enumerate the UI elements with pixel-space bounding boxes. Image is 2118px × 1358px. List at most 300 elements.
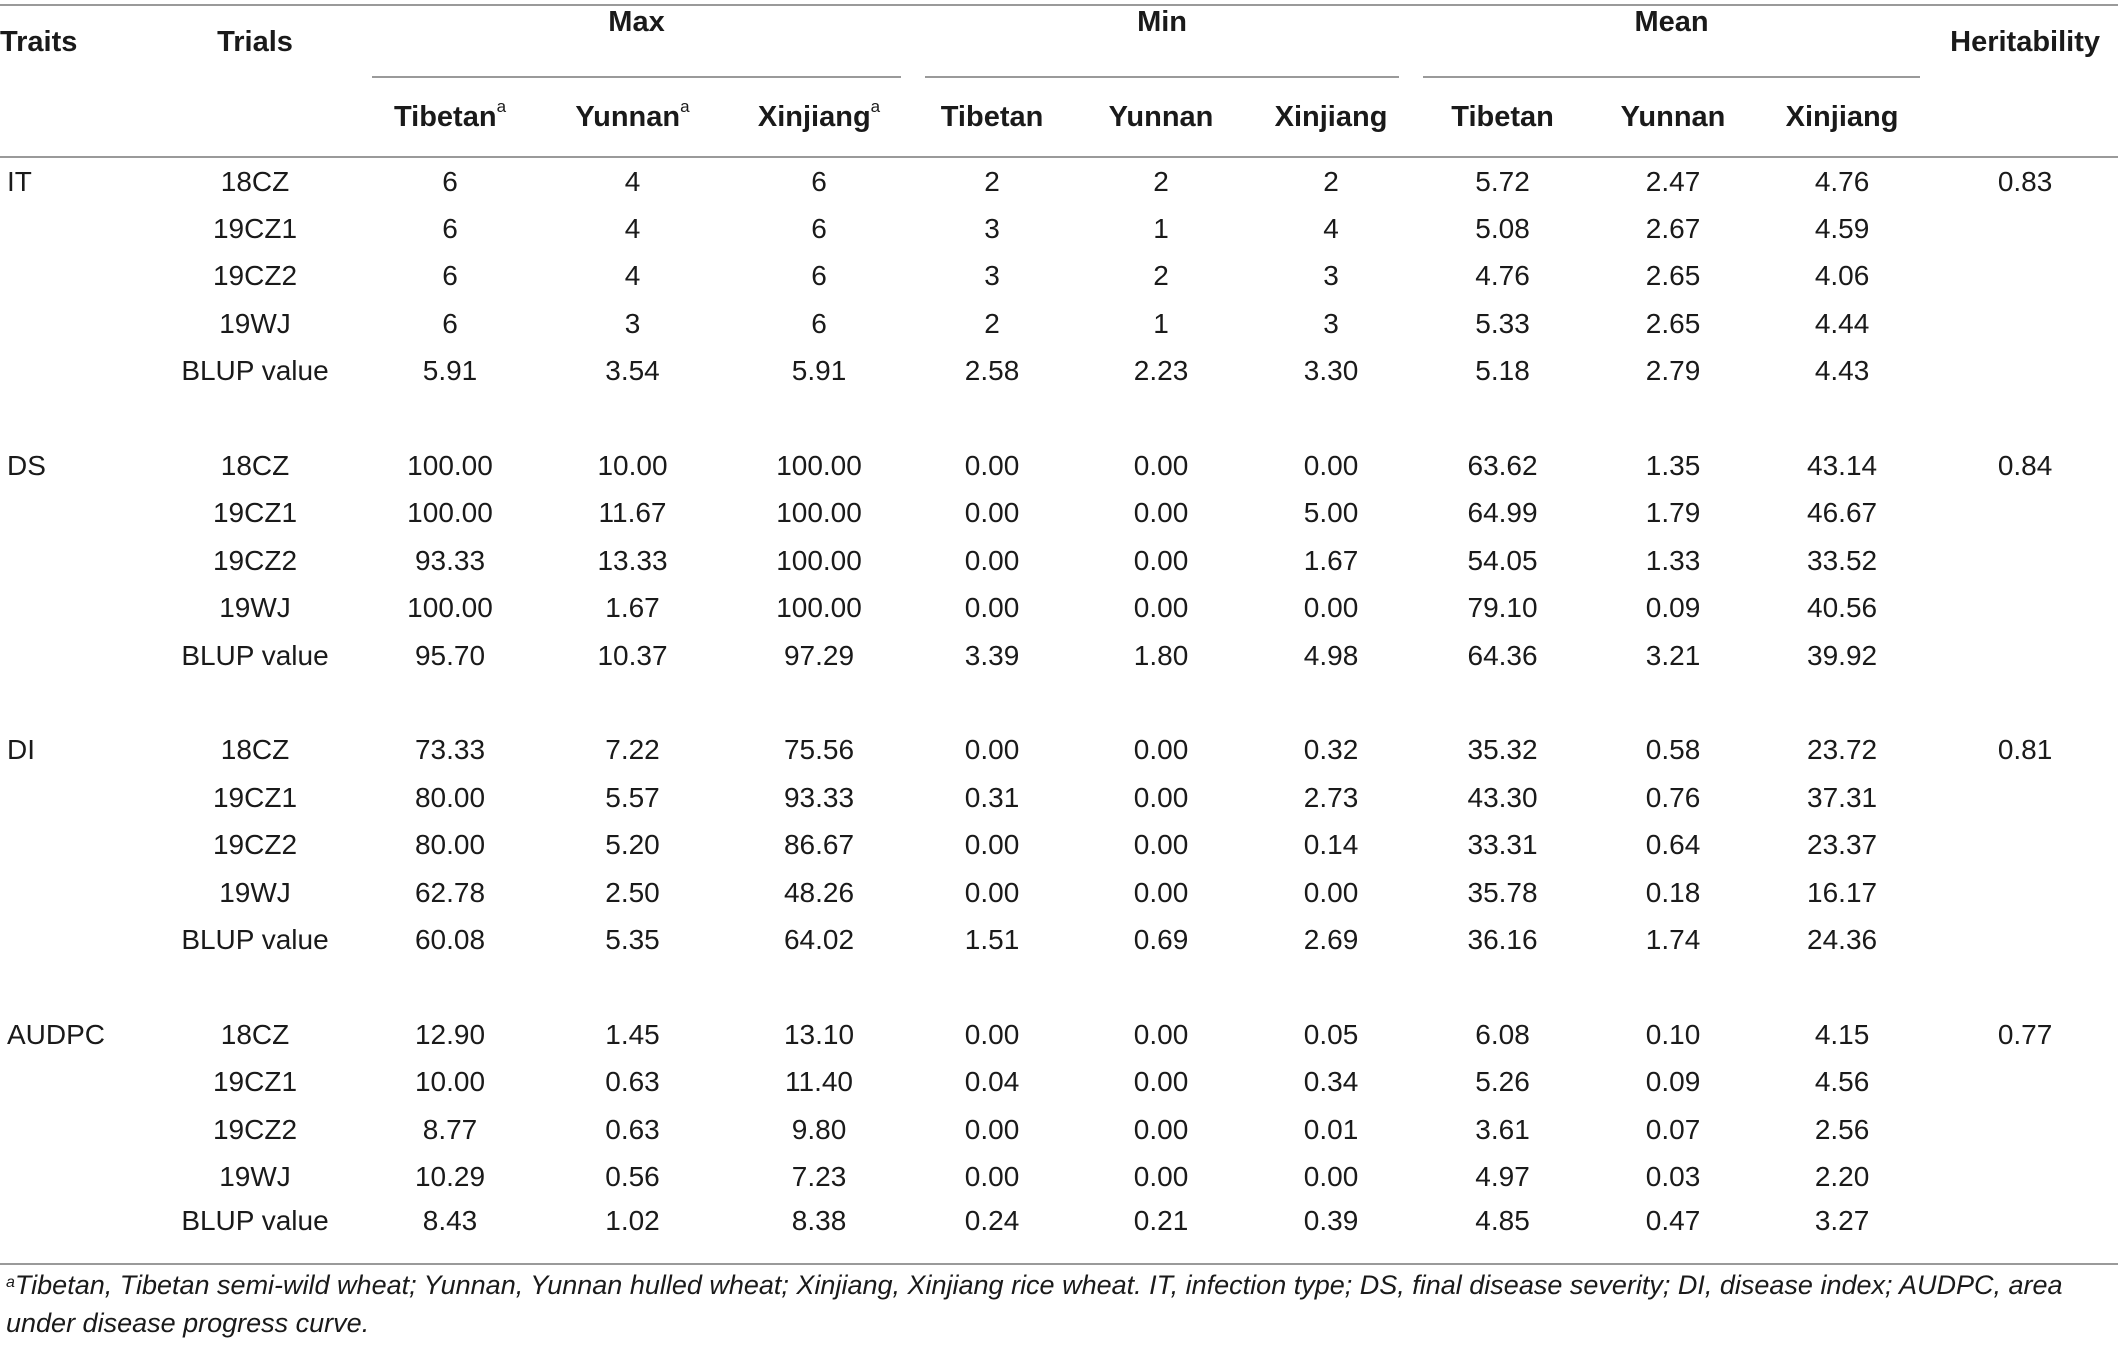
value-cell: 0.01 — [1303, 1113, 1359, 1145]
value-cell: 0.69 — [1133, 923, 1189, 955]
trait-cell — [0, 821, 150, 868]
value-cell: 3 — [984, 260, 1000, 292]
spacer-cell — [150, 964, 360, 1011]
value-cell: 0.00 — [1133, 592, 1189, 624]
value-cell: 4 — [1323, 213, 1339, 245]
value-cell: 0.00 — [964, 592, 1020, 624]
value-cell: 2.56 — [1814, 1113, 1870, 1145]
value-cell: 0.24 — [913, 1201, 1071, 1264]
table-row — [0, 157, 2118, 205]
trait-cell — [0, 1106, 150, 1153]
spacer-cell — [150, 395, 360, 442]
trial-cell: 19CZ2 — [212, 1113, 298, 1145]
value-cell: 64.99 — [1467, 497, 1538, 529]
value-cell: 0.00 — [964, 1113, 1020, 1145]
value-cell: 4.98 — [1303, 639, 1359, 671]
spacer-cell — [360, 964, 540, 1011]
value-cell: 4.56 — [1814, 1066, 1870, 1098]
value-cell: 100.00 — [776, 497, 862, 529]
subheader-label: Tibetan — [393, 100, 497, 133]
trial-cell: 19WJ — [219, 592, 291, 624]
trial-cell: 19CZ1 — [212, 1066, 298, 1098]
value-cell: 0.00 — [964, 876, 1020, 908]
value-cell: 5.72 — [1475, 165, 1530, 197]
value-cell: 3 — [984, 213, 1000, 245]
subheader-footnote-marker: a — [870, 96, 881, 116]
trial-cell: 19CZ1 — [212, 781, 298, 813]
table-row — [0, 1153, 2118, 1200]
value-cell: 1.51 — [964, 923, 1020, 955]
trait-cell — [0, 1201, 150, 1264]
spacer-cell — [913, 679, 1071, 726]
value-cell: 8.43 — [360, 1201, 540, 1264]
value-cell: 10.37 — [597, 639, 668, 671]
trial-cell: 19WJ — [219, 876, 291, 908]
value-cell: 6 — [811, 307, 827, 339]
table-row — [0, 1058, 2118, 1105]
footnote-text: Tibetan, Tibetan semi-wild wheat; Yunnan, Yunnan hulled wheat; Xinjiang, Xinjiang rice wheat. IT, infection type; DS, final disease severity; DI, disease index; AUDPC, area under disease progress curve. — [6, 1270, 2063, 1338]
value-cell: 0.39 — [1251, 1201, 1411, 1264]
value-cell: 1 — [1153, 213, 1169, 245]
value-cell: 93.33 — [414, 544, 486, 576]
section-spacer — [0, 964, 2118, 1011]
trait-cell — [0, 348, 150, 395]
value-cell: 2 — [1153, 165, 1169, 197]
heritability-cell — [1932, 348, 2118, 395]
value-cell: 1.80 — [1133, 639, 1189, 671]
value-cell: 3 — [1323, 260, 1339, 292]
value-cell: 4.15 — [1814, 1018, 1870, 1050]
heritability-cell — [1932, 869, 2118, 916]
value-cell: 9.80 — [791, 1113, 847, 1145]
header-group-min: Min — [913, 5, 1411, 78]
value-cell: 0.00 — [1133, 497, 1189, 529]
value-cell: 0.00 — [1303, 450, 1359, 482]
spacer-cell — [0, 679, 150, 726]
value-cell: 0.64 — [1645, 829, 1701, 861]
heritability-cell: 0.84 — [1997, 450, 2053, 482]
value-cell: 0.47 — [1594, 1201, 1752, 1264]
spacer-cell — [1251, 395, 1411, 442]
value-cell: 4.06 — [1814, 260, 1870, 292]
spacer-cell — [360, 395, 540, 442]
value-cell: 10.00 — [414, 1066, 486, 1098]
value-cell: 13.10 — [783, 1018, 855, 1050]
value-cell: 79.10 — [1467, 592, 1538, 624]
value-cell: 6 — [811, 165, 827, 197]
value-cell: 4.44 — [1814, 307, 1870, 339]
value-cell: 35.78 — [1467, 876, 1538, 908]
spacer-cell — [725, 395, 913, 442]
table-row — [0, 442, 2118, 489]
value-cell: 39.92 — [1807, 639, 1878, 671]
value-cell: 6 — [442, 307, 458, 339]
value-cell: 0.00 — [1133, 1018, 1189, 1050]
value-cell: 37.31 — [1807, 781, 1878, 813]
value-cell: 46.67 — [1807, 497, 1878, 529]
value-cell: 0.00 — [1133, 1066, 1189, 1098]
value-cell: 5.35 — [605, 923, 660, 955]
spacer-cell — [540, 395, 725, 442]
value-cell: 5.91 — [422, 355, 478, 387]
heritability-cell: 0.77 — [1997, 1018, 2053, 1050]
trial-cell: 18CZ — [220, 165, 290, 197]
trait-cell — [0, 300, 150, 347]
value-cell: 1 — [1153, 307, 1169, 339]
value-cell: 0.00 — [1133, 450, 1189, 482]
value-cell: 100.00 — [776, 544, 862, 576]
heritability-cell — [1932, 774, 2118, 821]
value-cell: 0.14 — [1303, 829, 1359, 861]
value-cell: 4.85 — [1411, 1201, 1594, 1264]
subheader-footnote-marker: a — [496, 96, 507, 116]
value-cell: 54.05 — [1467, 544, 1538, 576]
value-cell: 64.36 — [1467, 639, 1538, 671]
value-cell: 3 — [1323, 307, 1339, 339]
table-row — [0, 632, 2118, 679]
value-cell: 0.58 — [1645, 734, 1701, 766]
value-cell: 4.76 — [1814, 165, 1870, 197]
value-cell: 5.26 — [1475, 1066, 1530, 1098]
value-cell: 11.67 — [598, 497, 667, 529]
value-cell: 63.62 — [1467, 450, 1538, 482]
spacer-cell — [540, 964, 725, 1011]
value-cell: 2.73 — [1303, 781, 1359, 813]
heritability-cell — [1932, 821, 2118, 868]
table-row — [0, 821, 2118, 868]
trait-cell — [0, 774, 150, 821]
trial-cell: 18CZ — [220, 734, 290, 766]
spacer-cell — [725, 964, 913, 1011]
heritability-cell — [1932, 1201, 2118, 1264]
value-cell: 64.02 — [783, 923, 855, 955]
subheader-col-6 — [1411, 78, 1594, 157]
header-trials: Trials — [150, 5, 360, 157]
value-cell: 33.52 — [1807, 544, 1878, 576]
value-cell: 0.00 — [1303, 592, 1359, 624]
table-footnote — [6, 1266, 2106, 1342]
trait-cell — [0, 632, 150, 679]
value-cell: 73.33 — [414, 734, 486, 766]
spacer-cell — [1932, 395, 2118, 442]
value-cell: 0.00 — [964, 734, 1020, 766]
table-row — [0, 1011, 2118, 1058]
subheader-footnote-marker: a — [680, 96, 690, 116]
value-cell: 100.00 — [776, 450, 862, 482]
value-cell: 7.22 — [605, 734, 660, 766]
value-cell: 5.33 — [1475, 307, 1530, 339]
table-row — [0, 537, 2118, 584]
spacer-cell — [1752, 395, 1932, 442]
spacer-cell — [1071, 395, 1251, 442]
heritability-cell: 0.81 — [1997, 734, 2053, 766]
trait-cell — [0, 205, 150, 252]
value-cell: 0.76 — [1645, 781, 1701, 813]
value-cell: 24.36 — [1807, 923, 1878, 955]
value-cell: 2.65 — [1645, 307, 1701, 339]
heritability-cell — [1932, 253, 2118, 300]
value-cell: 60.08 — [414, 923, 486, 955]
value-cell: 5.20 — [605, 829, 660, 861]
value-cell: 3.54 — [605, 355, 660, 387]
spacer-cell — [1411, 964, 1594, 1011]
value-cell: 7.23 — [791, 1160, 847, 1192]
value-cell: 2.50 — [605, 876, 660, 908]
value-cell: 4.59 — [1814, 213, 1870, 245]
trial-cell: BLUP value — [181, 639, 329, 671]
data-table — [0, 4, 2118, 1265]
heritability-cell — [1932, 1153, 2118, 1200]
value-cell: 95.70 — [414, 639, 486, 671]
value-cell: 1.67 — [1303, 544, 1359, 576]
trait-cell — [0, 1058, 150, 1105]
value-cell: 0.00 — [964, 450, 1020, 482]
trial-cell: 19CZ1 — [212, 213, 298, 245]
value-cell: 2.58 — [964, 355, 1020, 387]
section-spacer — [0, 395, 2118, 442]
spacer-cell — [1071, 964, 1251, 1011]
value-cell: 0.18 — [1645, 876, 1701, 908]
value-cell: 5.57 — [605, 781, 660, 813]
value-cell: 11.40 — [785, 1066, 854, 1098]
table-row — [0, 585, 2118, 632]
trial-cell: BLUP value — [181, 923, 329, 955]
spacer-cell — [540, 679, 725, 726]
value-cell: 10.29 — [414, 1160, 486, 1192]
spacer-cell — [0, 395, 150, 442]
value-cell: 6 — [442, 165, 458, 197]
value-cell: 0.00 — [964, 1160, 1020, 1192]
value-cell: 93.33 — [783, 781, 855, 813]
value-cell: 2.69 — [1303, 923, 1359, 955]
value-cell: 0.00 — [1133, 781, 1189, 813]
value-cell: 75.56 — [783, 734, 855, 766]
value-cell: 0.10 — [1645, 1018, 1701, 1050]
value-cell: 2.20 — [1814, 1160, 1870, 1192]
value-cell: 13.33 — [597, 544, 668, 576]
value-cell: 0.00 — [964, 497, 1020, 529]
value-cell: 6 — [442, 260, 458, 292]
value-cell: 5.91 — [791, 355, 847, 387]
value-cell: 0.00 — [964, 829, 1020, 861]
subheader-col-5 — [1251, 78, 1411, 157]
value-cell: 1.79 — [1645, 497, 1701, 529]
section-spacer — [0, 679, 2118, 726]
trait-cell — [0, 537, 150, 584]
subheader-label: Yunnan — [1108, 100, 1214, 133]
value-cell: 0.05 — [1303, 1018, 1359, 1050]
subheader-col-8 — [1752, 78, 1932, 157]
value-cell: 97.29 — [783, 639, 855, 671]
value-cell: 35.32 — [1467, 734, 1538, 766]
heritability-cell — [1932, 205, 2118, 252]
trial-cell: BLUP value — [181, 355, 329, 387]
table-body — [0, 157, 2118, 1264]
subheader-col-1 — [540, 78, 725, 157]
heritability-cell — [1932, 1106, 2118, 1153]
table-row — [0, 1201, 2118, 1264]
value-cell: 0.56 — [605, 1160, 660, 1192]
trait-cell — [0, 253, 150, 300]
table-row — [0, 1106, 2118, 1153]
value-cell: 1.02 — [540, 1201, 725, 1264]
heritability-cell — [1932, 490, 2118, 537]
value-cell: 12.90 — [414, 1018, 486, 1050]
subheader-col-0 — [360, 78, 540, 157]
trial-cell: 18CZ — [220, 1018, 290, 1050]
table-row — [0, 727, 2118, 774]
value-cell: 1.45 — [605, 1018, 660, 1050]
spacer-cell — [913, 964, 1071, 1011]
spacer-cell — [1594, 679, 1752, 726]
value-cell: 2.47 — [1645, 165, 1701, 197]
value-cell: 2.23 — [1133, 355, 1189, 387]
value-cell: 0.00 — [964, 1018, 1020, 1050]
subheader-col-7 — [1594, 78, 1752, 157]
value-cell: 100.00 — [407, 450, 493, 482]
trial-cell: 19CZ2 — [212, 260, 298, 292]
trial-cell: BLUP value — [150, 1201, 360, 1264]
value-cell: 3.39 — [964, 639, 1020, 671]
spacer-cell — [1251, 679, 1411, 726]
subheader-label: Xinjiang — [757, 100, 871, 133]
spacer-cell — [360, 679, 540, 726]
table-row — [0, 348, 2118, 395]
value-cell: 3.30 — [1303, 355, 1359, 387]
spacer-cell — [1932, 964, 2118, 1011]
subheader-label: Yunnan — [1620, 100, 1726, 133]
spacer-cell — [1411, 679, 1594, 726]
trait-cell: DS — [7, 450, 46, 482]
value-cell: 0.00 — [1133, 734, 1189, 766]
value-cell: 1.33 — [1645, 544, 1701, 576]
value-cell: 0.03 — [1645, 1160, 1701, 1192]
value-cell: 0.00 — [1133, 829, 1189, 861]
table-row — [0, 869, 2118, 916]
subheader-col-2 — [725, 78, 913, 157]
value-cell: 23.37 — [1807, 829, 1878, 861]
heritability-cell — [1932, 632, 2118, 679]
value-cell: 0.21 — [1071, 1201, 1251, 1264]
spacer-cell — [1752, 679, 1932, 726]
subheader-col-4 — [1071, 78, 1251, 157]
subheader-label: Tibetan — [940, 100, 1044, 133]
spacer-cell — [1594, 964, 1752, 1011]
value-cell: 48.26 — [783, 876, 855, 908]
value-cell: 62.78 — [414, 876, 486, 908]
heritability-cell — [1932, 1058, 2118, 1105]
trial-cell: 18CZ — [220, 450, 290, 482]
header-heritability: Heritability — [1932, 5, 2118, 157]
spacer-cell — [1752, 964, 1932, 1011]
trial-cell: 19CZ1 — [212, 497, 298, 529]
trait-cell — [0, 490, 150, 537]
value-cell: 6 — [442, 213, 458, 245]
value-cell: 0.09 — [1645, 1066, 1701, 1098]
value-cell: 2 — [1323, 165, 1339, 197]
value-cell: 86.67 — [783, 829, 855, 861]
trait-cell: IT — [7, 165, 32, 197]
spacer-cell — [1594, 395, 1752, 442]
heritability-cell — [1932, 537, 2118, 584]
trait-cell — [0, 585, 150, 632]
value-cell: 0.04 — [964, 1066, 1020, 1098]
value-cell: 43.30 — [1467, 781, 1538, 813]
value-cell: 4.43 — [1814, 355, 1870, 387]
value-cell: 2 — [984, 307, 1000, 339]
subheader-col-3 — [913, 78, 1071, 157]
value-cell: 3.27 — [1752, 1201, 1932, 1264]
spacer-cell — [1932, 679, 2118, 726]
subheader-label: Yunnan — [575, 100, 681, 133]
heritability-cell — [1932, 916, 2118, 963]
heritability-cell: 0.83 — [1997, 165, 2053, 197]
value-cell: 0.00 — [1303, 876, 1359, 908]
table-row — [0, 774, 2118, 821]
trial-cell: 19CZ2 — [212, 544, 298, 576]
value-cell: 6 — [811, 213, 827, 245]
value-cell: 1.35 — [1645, 450, 1701, 482]
value-cell: 6 — [811, 260, 827, 292]
value-cell: 2.67 — [1645, 213, 1701, 245]
value-cell: 1.67 — [605, 592, 660, 624]
table-row — [0, 253, 2118, 300]
spacer-cell — [150, 679, 360, 726]
value-cell: 100.00 — [407, 592, 493, 624]
value-cell: 4.76 — [1475, 260, 1530, 292]
trait-cell — [0, 1153, 150, 1200]
value-cell: 0.00 — [964, 544, 1020, 576]
value-cell: 0.00 — [1133, 876, 1189, 908]
trait-cell: DI — [7, 734, 35, 766]
value-cell: 16.17 — [1807, 876, 1878, 908]
header-traits: Traits — [0, 5, 150, 157]
value-cell: 43.14 — [1807, 450, 1878, 482]
spacer-cell — [0, 964, 150, 1011]
value-cell: 23.72 — [1807, 734, 1878, 766]
value-cell: 2.65 — [1645, 260, 1701, 292]
spacer-cell — [913, 395, 1071, 442]
value-cell: 1.74 — [1645, 923, 1701, 955]
value-cell: 8.38 — [725, 1201, 913, 1264]
value-cell: 8.77 — [422, 1113, 478, 1145]
value-cell: 0.32 — [1303, 734, 1359, 766]
table-row — [0, 490, 2118, 537]
value-cell: 3.21 — [1645, 639, 1701, 671]
table-row — [0, 300, 2118, 347]
header-group-mean: Mean — [1411, 5, 1932, 78]
value-cell: 33.31 — [1467, 829, 1538, 861]
value-cell: 4.97 — [1475, 1160, 1530, 1192]
subheader-label: Tibetan — [1451, 100, 1554, 133]
value-cell: 4 — [624, 260, 641, 292]
spacer-cell — [1071, 679, 1251, 726]
footnote-marker: a — [6, 1274, 15, 1291]
value-cell: 0.31 — [964, 781, 1020, 813]
value-cell: 2.79 — [1645, 355, 1701, 387]
value-cell: 10.00 — [597, 450, 668, 482]
value-cell: 3 — [624, 307, 641, 339]
value-cell: 5.08 — [1475, 213, 1530, 245]
value-cell: 0.34 — [1303, 1066, 1359, 1098]
spacer-cell — [1411, 395, 1594, 442]
value-cell: 0.09 — [1645, 592, 1701, 624]
table-row — [0, 205, 2118, 252]
value-cell: 40.56 — [1807, 592, 1878, 624]
value-cell: 4 — [624, 213, 641, 245]
spacer-cell — [1251, 964, 1411, 1011]
heritability-cell — [1932, 585, 2118, 632]
